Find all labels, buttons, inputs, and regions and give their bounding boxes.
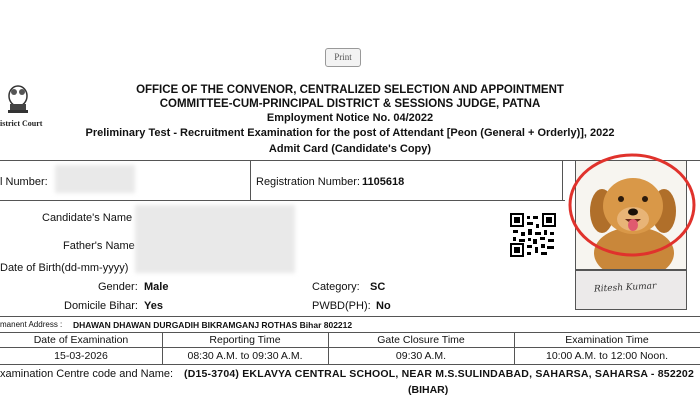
domicile-value: Yes xyxy=(144,300,163,312)
centre-value-line-2: (BIHAR) xyxy=(408,384,449,396)
logo-caption: istrict Court xyxy=(0,119,43,128)
table-divider xyxy=(0,364,700,365)
header-line-5: Admit Card (Candidate's Copy) xyxy=(268,143,432,155)
roll-number-label: l Number: xyxy=(0,176,48,188)
table-cell: 15-03-2026 xyxy=(54,350,108,362)
registration-value: 1105618 xyxy=(362,176,405,188)
print-button[interactable]: Print xyxy=(325,48,361,67)
table-divider xyxy=(0,347,700,348)
signature-box xyxy=(575,270,687,310)
highlight-circle xyxy=(566,151,698,259)
gender-label: Gender: xyxy=(98,281,138,293)
table-cell: 10:00 A.M. to 12:00 Noon. xyxy=(545,350,668,362)
domicile-label: Domicile Bihar: xyxy=(64,300,138,312)
table-header: Reporting Time xyxy=(209,334,281,346)
roll-number-redacted xyxy=(55,165,135,193)
candidate-name-label: Candidate's Name xyxy=(42,212,133,224)
address-value: DHAWAN DHAWAN DURGADIH BIKRAMGANJ ROTHAS Bihar 802212 xyxy=(73,320,353,330)
table-header: Date of Examination xyxy=(33,334,129,346)
table-cell: 08:30 A.M. to 09:30 A.M. xyxy=(187,350,303,362)
table-header: Examination Time xyxy=(565,334,649,346)
header-line-3: Employment Notice No. 04/2022 xyxy=(266,112,434,124)
centre-value: (D15-3704) EKLAVYA CENTRAL SCHOOL, NEAR M.S.SULINDABAD, SAHARSA, SAHARSA - 852202 xyxy=(184,368,694,380)
pwbd-label: PWBD(PH): xyxy=(312,300,371,312)
gender-value: Male xyxy=(144,281,169,293)
qr-code-icon xyxy=(510,213,556,257)
divider-address-top xyxy=(0,316,700,317)
pwbd-value: No xyxy=(376,300,391,312)
dob-label: Date of Birth(dd-mm-yyyy) xyxy=(0,262,129,274)
divider-roll-reg xyxy=(250,160,251,200)
centre-label: xamination Centre code and Name: xyxy=(0,368,174,380)
father-name-label: Father's Name xyxy=(63,240,135,252)
personal-details-redacted xyxy=(135,205,295,273)
header-line-4: Preliminary Test - Recruitment Examination for the post of Attendant [Peon (General + Orderly)], 2022 xyxy=(85,127,615,139)
registration-label: Registration Number: xyxy=(256,176,360,188)
signature-text: Ritesh Kumar xyxy=(593,281,657,295)
table-cell: 09:30 A.M. xyxy=(395,350,447,362)
header-line-1: OFFICE OF THE CONVENOR, CENTRALIZED SELECTION AND APPOINTMENT xyxy=(136,84,564,96)
divider-row-1 xyxy=(0,200,565,201)
address-label: manent Address : xyxy=(0,320,63,329)
divider-reg-right xyxy=(562,160,563,200)
schedule-table xyxy=(0,333,700,365)
category-label: Category: xyxy=(312,281,360,293)
category-value: SC xyxy=(370,281,386,293)
table-header: Gate Closure Time xyxy=(377,334,465,346)
header-line-2: COMMITTEE-CUM-PRINCIPAL DISTRICT & SESSIONS JUDGE, PATNA xyxy=(159,98,541,110)
